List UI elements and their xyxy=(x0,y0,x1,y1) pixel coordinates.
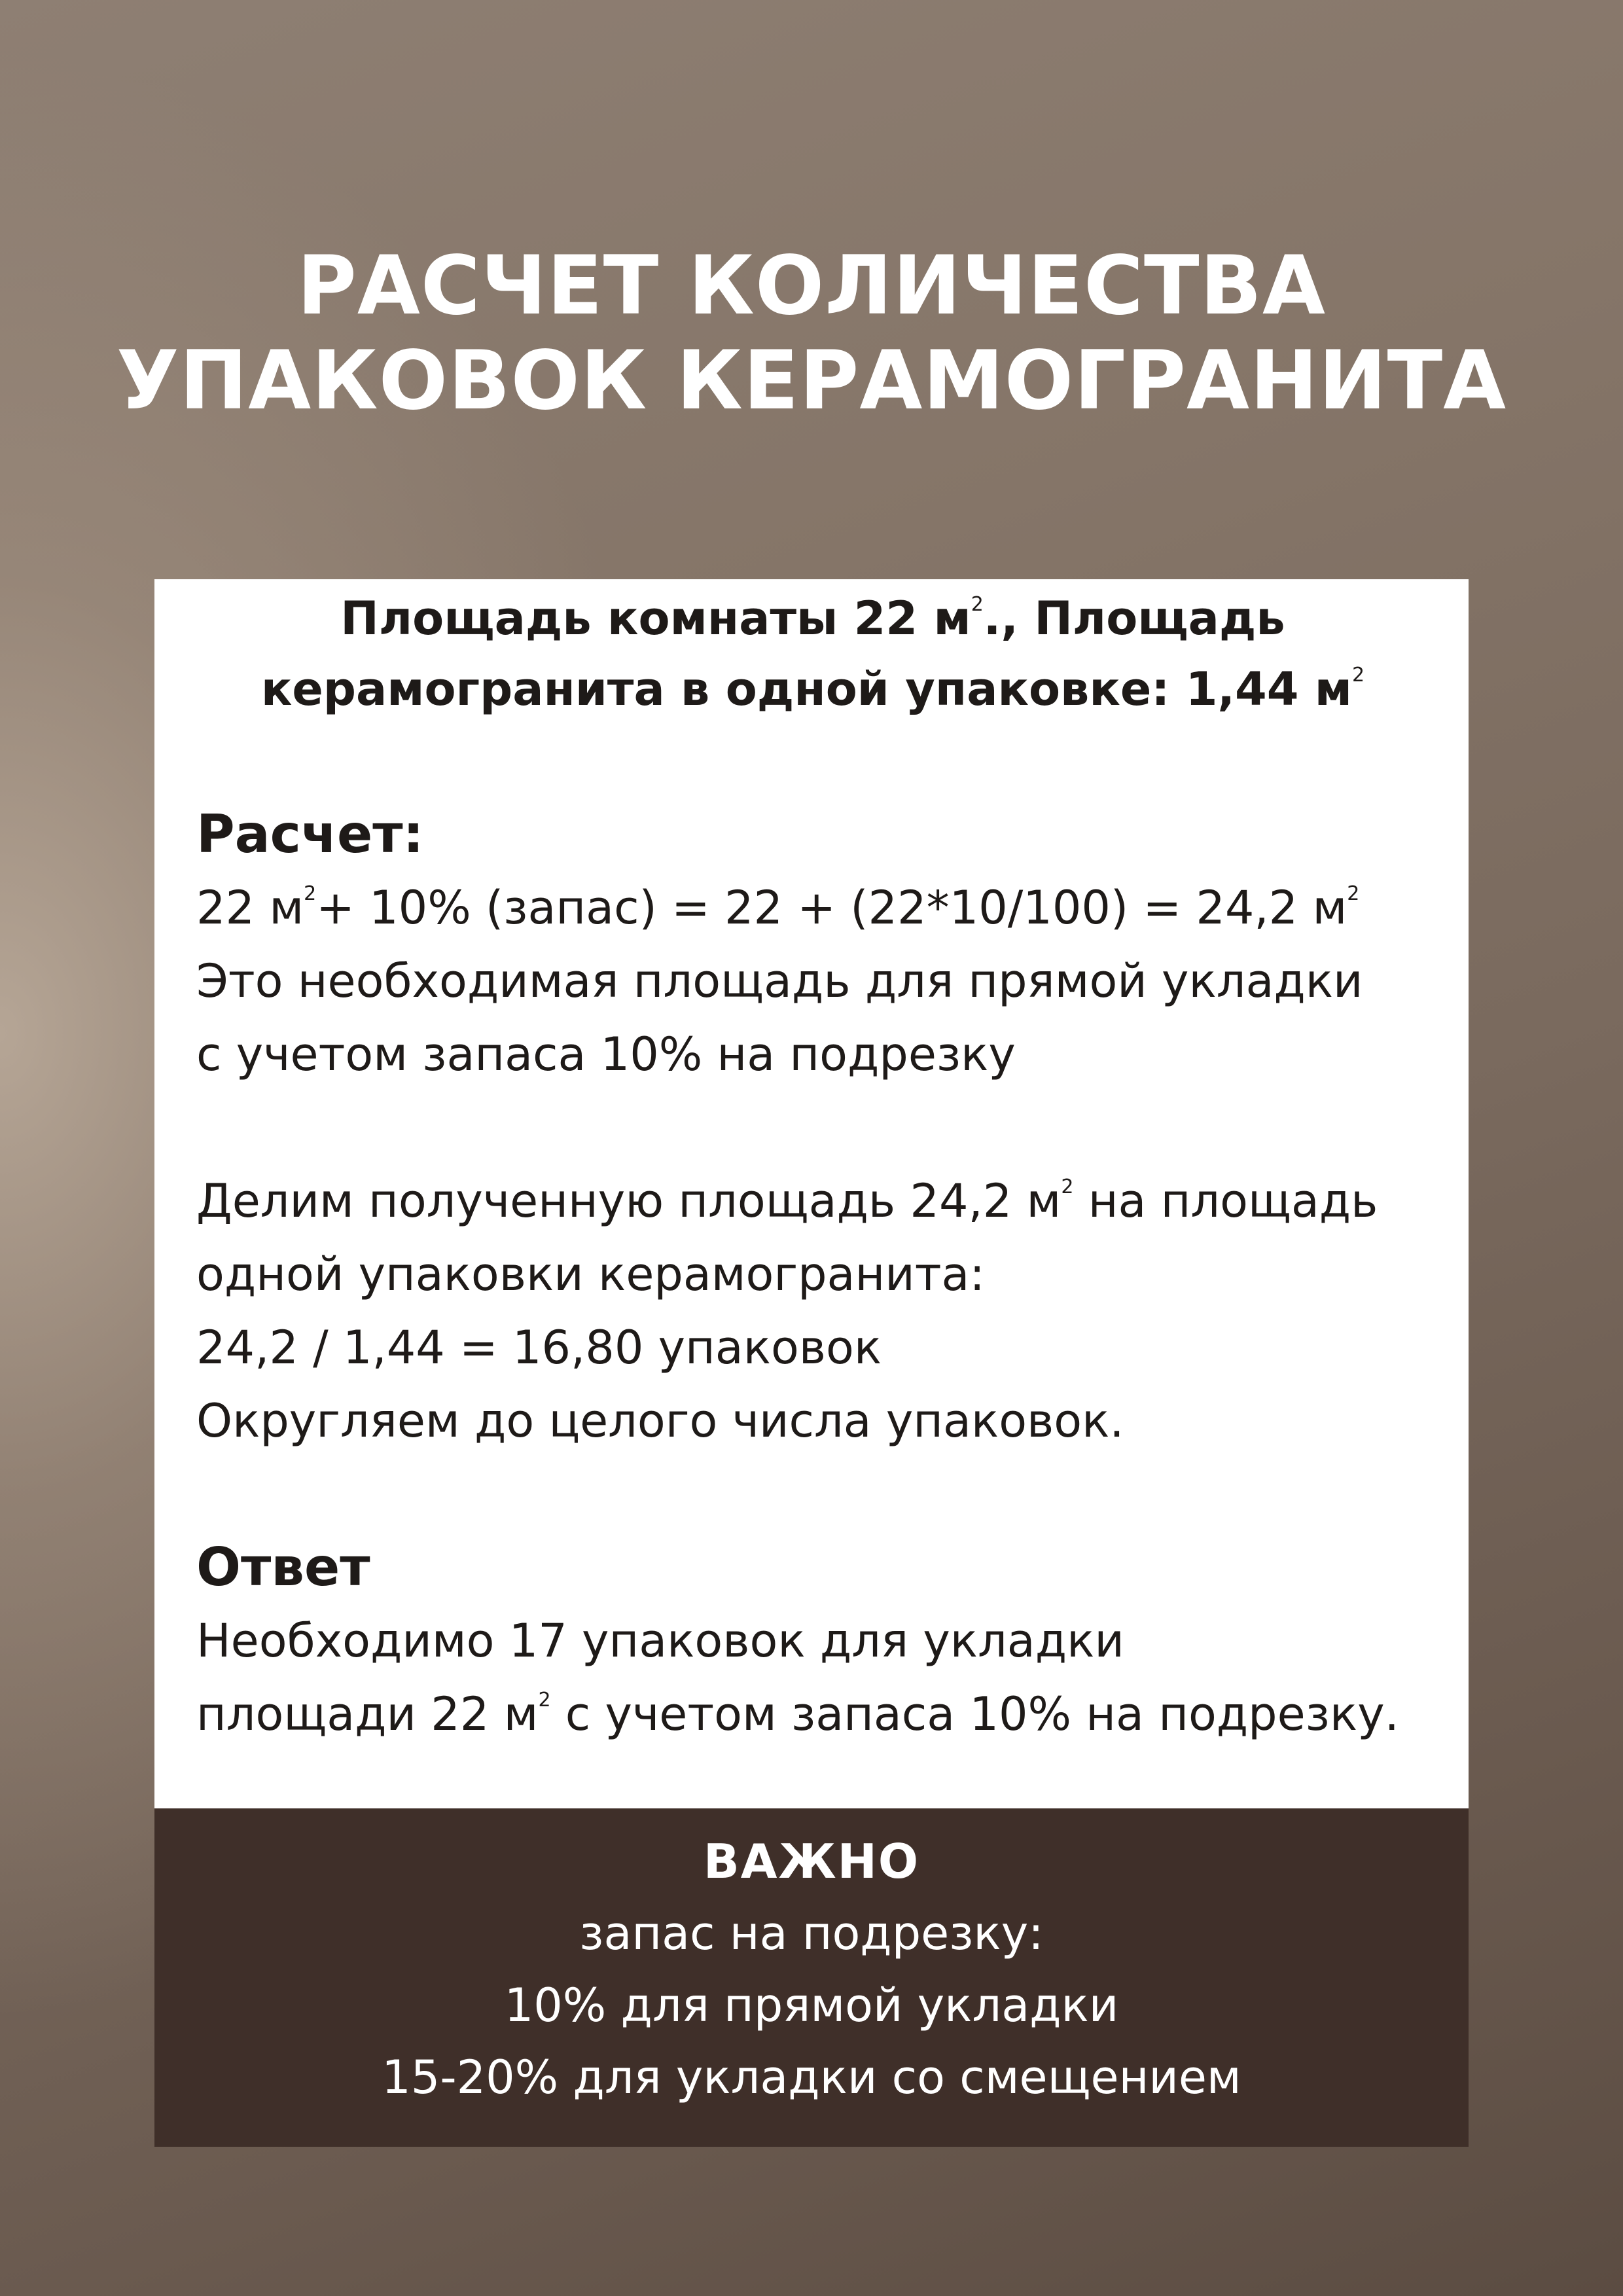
divide-line-3: 24,2 / 1,44 = 16,80 упаковок xyxy=(196,1321,882,1374)
room-info-header xyxy=(196,583,1429,725)
answer-heading: Ответ xyxy=(196,1537,370,1598)
room-area-line xyxy=(196,583,1429,654)
page-title-line-2: УПАКОВОК КЕРАМОГРАНИТА xyxy=(116,334,1507,428)
answer-line-2 xyxy=(196,1677,1429,1751)
package-area-text: керамогранита в одной упаковке: 1,44 м xyxy=(260,662,1352,716)
answer-line-1: Необходимо 17 упаковок для укладки xyxy=(196,1614,1124,1668)
calc-formula xyxy=(196,871,1429,944)
superscript: 2 xyxy=(1352,664,1365,687)
important-line-1: запас на подрезку: xyxy=(579,1907,1044,1960)
divide-section xyxy=(196,1164,1429,1458)
important-line-2: 10% для прямой укладки xyxy=(504,1979,1119,2032)
package-area-line xyxy=(196,654,1429,725)
room-area-text: Площадь комнаты 22 м xyxy=(340,592,971,645)
superscript: 2 xyxy=(538,1689,551,1712)
spacer xyxy=(196,1091,1429,1164)
important-panel xyxy=(154,1808,1469,2147)
calc-explanation-2: с учетом запаса 10% на подрезку xyxy=(196,1028,1016,1081)
calc-explanation-1: Это необходимая площадь для прямой укладки xyxy=(196,954,1363,1008)
superscript: 2 xyxy=(971,593,984,616)
room-area-after: ., Площадь xyxy=(983,592,1285,645)
answer-text-a: площади 22 м xyxy=(196,1687,539,1741)
superscript: 2 xyxy=(304,882,317,905)
spacer xyxy=(196,1458,1429,1531)
spacer xyxy=(196,725,1429,798)
important-line-3: 15-20% для укладки со смещением xyxy=(382,2051,1241,2104)
calc-heading: Расчет: xyxy=(196,804,424,865)
divide-line-1 xyxy=(196,1164,1429,1238)
divide-text-a: Делим полученную площадь 24,2 м xyxy=(196,1174,1061,1228)
divide-line-4: Округляем до целого числа упаковок. xyxy=(196,1394,1124,1448)
calculation-card xyxy=(154,579,1469,1808)
calc-section xyxy=(196,798,1429,1091)
divide-line-2: одной упаковки керамогранита: xyxy=(196,1247,985,1301)
answer-section xyxy=(196,1531,1429,1751)
superscript: 2 xyxy=(1061,1175,1074,1198)
page-title-line-1: РАСЧЕТ КОЛИЧЕСТВА xyxy=(296,239,1327,333)
page-title xyxy=(0,239,1623,429)
answer-text-b: с учетом запаса 10% на подрезку. xyxy=(550,1687,1399,1741)
important-title: ВАЖНО xyxy=(703,1834,920,1889)
formula-part-1: 22 м xyxy=(196,881,304,935)
formula-part-2: + 10% (запас) = 22 + (22*10/100) = 24,2 м xyxy=(316,881,1347,935)
divide-text-b: на площадь xyxy=(1073,1174,1378,1228)
superscript: 2 xyxy=(1347,882,1360,905)
